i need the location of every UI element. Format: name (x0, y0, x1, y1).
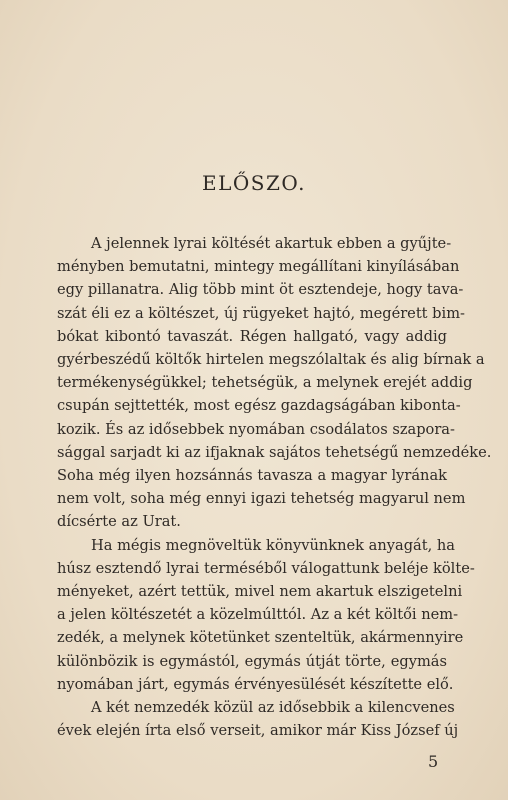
text-line: csupán sejttették, most egész gazdagságában kibonta- (57, 397, 461, 415)
text-line: különbözik is egymástól, egymás útját törte, egymás (57, 652, 447, 670)
text-line: nem volt, soha még ennyi igazi tehetség magyarul nem (57, 490, 466, 508)
text-line: ményeket, azért tettük, mivel nem akartuk elszigetelni (57, 583, 463, 601)
text-line: nyomában járt, egymás érvényesülését készítette elő. (57, 675, 454, 693)
text-line: A jelennek lyrai költését akartuk ebben a gyűjte- (91, 235, 452, 252)
text-line: termékenységükkel; tehetségük, a melynek erejét addig (57, 374, 473, 392)
text-line: kozik. És az idősebbek nyomában csodálatos szapora- (57, 420, 455, 438)
text-line: A két nemzedék közül az idősebbik a kilencvenes (91, 699, 455, 717)
text-line: évek elején írta első verseit, amikor már Kiss József új (57, 722, 459, 740)
text-line: Soha még ilyen hozsánnás tavasza a magyar lyrának (57, 467, 447, 485)
text-line: húsz esztendő lyrai terméséből válogattunk beléje költe- (57, 559, 475, 577)
text-line: egy pillanatra. Alig több mint öt esztendeje, hogy tava- (57, 281, 464, 299)
page-number: 5 (428, 752, 439, 771)
text-line: zedék, a melynek kötetünket szenteltük, akármennyire (57, 629, 464, 647)
paragraph-2 (57, 534, 475, 696)
text-line: a jelen költészetét a közelmúlttól. Az a két költői nem- (57, 606, 459, 624)
text-line: ményben bemutatni, mintegy megállítani kinyílásában (57, 258, 460, 276)
paragraph-3 (57, 696, 459, 742)
page-title: ELŐSZO. (202, 171, 306, 195)
text-line: bókat kibontó tavaszát. Régen hallgató, vagy addig (57, 327, 447, 345)
text-line: szát éli ez a költészet, új rügyeket hajtó, megérett bim- (57, 304, 465, 322)
text-line: sággal sarjadt ki az ifjaknak sajátos tehetségű nemzedéke. (57, 443, 492, 461)
text-line: Ha mégis megnöveltük könyvünknek anyagát, ha (91, 536, 455, 554)
text-line: dícsérte az Urat. (57, 513, 181, 531)
preface-text (57, 232, 492, 742)
text-line: gyérbeszédű költők hirtelen megszólaltak és alig bírnak a (57, 351, 485, 369)
paragraph-1 (57, 232, 492, 534)
